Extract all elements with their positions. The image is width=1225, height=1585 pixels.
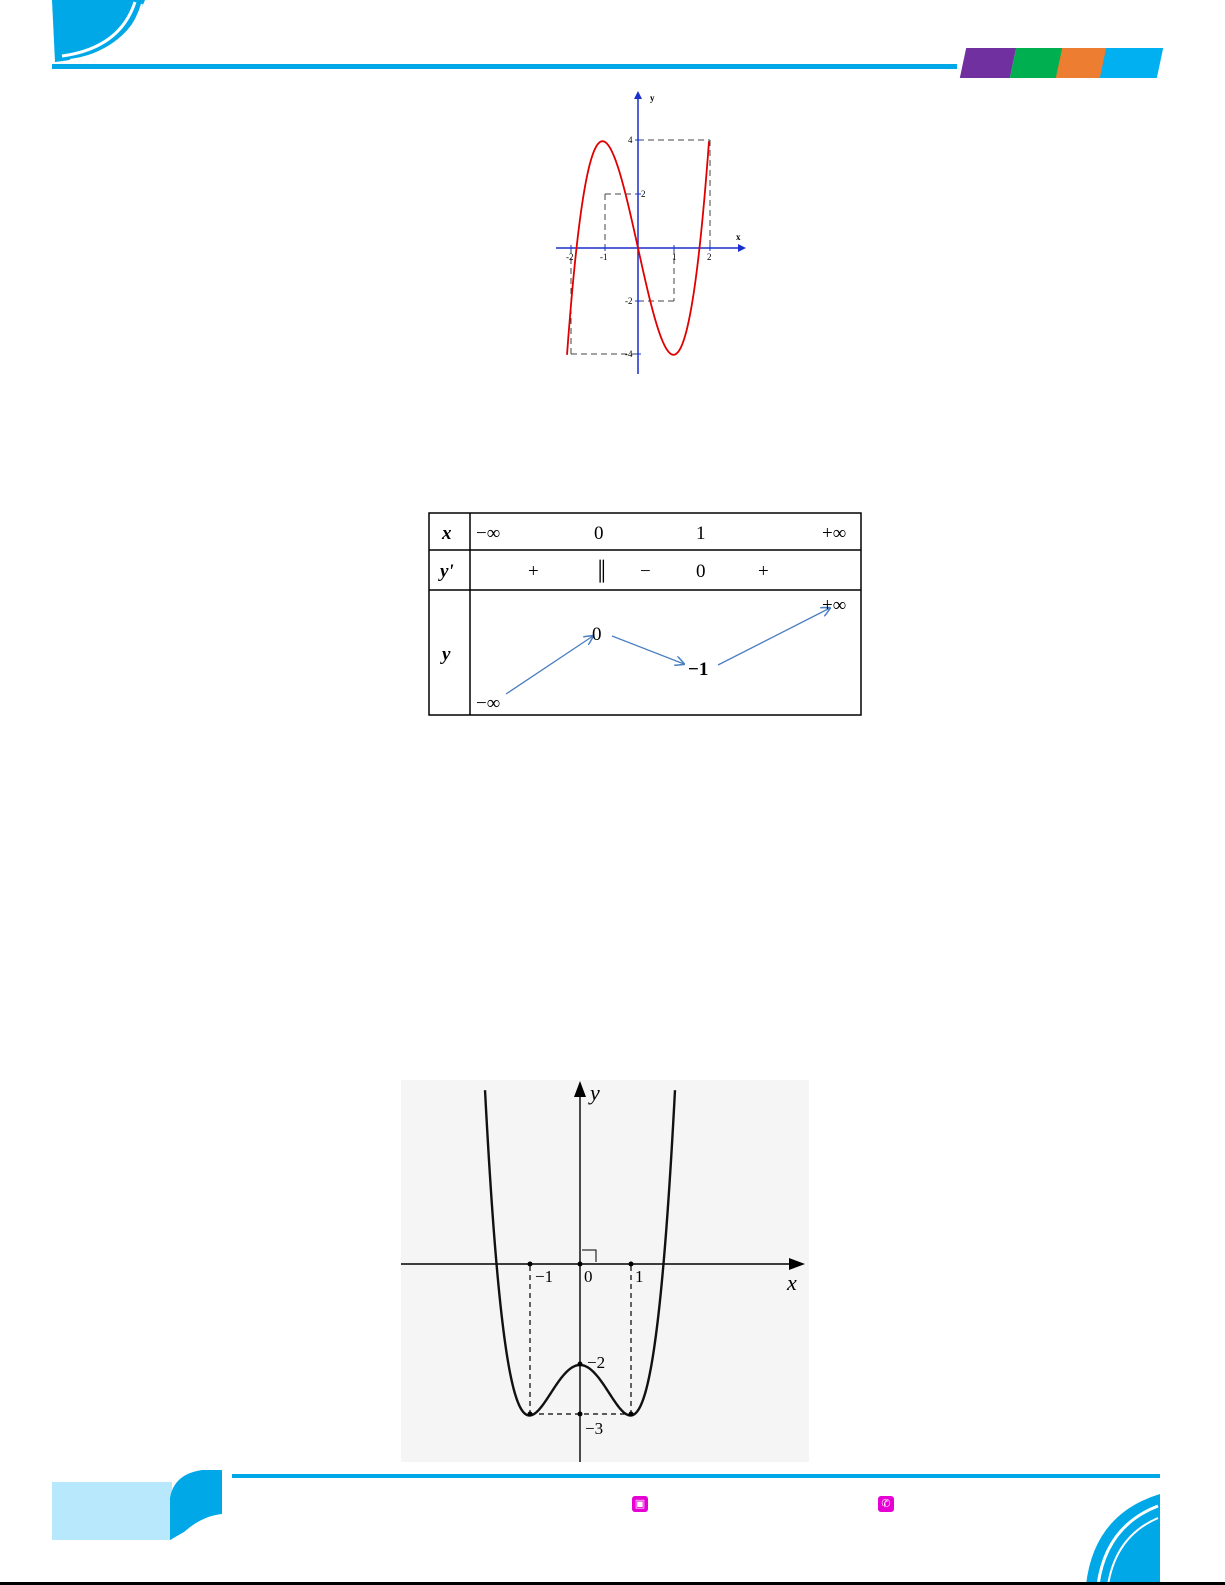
header	[0, 0, 1225, 90]
footer-corner-logo	[1082, 1490, 1162, 1585]
sign-minus: −	[640, 561, 651, 582]
y-value: −∞	[476, 693, 501, 714]
point	[578, 1412, 583, 1417]
point	[578, 1362, 583, 1367]
x-axis-label: x	[736, 232, 741, 242]
y-tick-label: 4	[628, 135, 633, 145]
x-axis-arrow	[738, 244, 746, 252]
y-tick-label: -2	[625, 296, 633, 306]
footer-book-logo	[52, 1468, 224, 1540]
point	[578, 1262, 583, 1267]
arrow-increase	[718, 608, 830, 665]
x-tick-label: 2	[707, 252, 712, 262]
sign-plus: +	[528, 561, 539, 582]
x-tick-label: -2	[566, 252, 574, 262]
point	[629, 1262, 634, 1267]
point	[629, 1412, 634, 1417]
phone-icon[interactable]: ✆	[878, 1496, 894, 1512]
y-tick-label: −3	[585, 1419, 604, 1438]
x-value: −∞	[476, 523, 501, 544]
y-value: 0	[592, 624, 602, 645]
header-rule	[52, 64, 957, 69]
x-value: +∞	[822, 523, 847, 544]
row-label-y-prime: y'	[440, 561, 454, 582]
sign-zero: 0	[696, 561, 706, 582]
x-axis-label: x	[787, 1270, 797, 1295]
footer	[0, 1460, 1225, 1585]
row-label-x: x	[442, 523, 452, 544]
y-tick-label: 2	[641, 189, 646, 199]
header-tab-purple	[960, 48, 1016, 78]
x-tick-label: -1	[600, 252, 608, 262]
undefined-mark: ║	[595, 561, 609, 582]
y-axis-label: y	[650, 93, 655, 103]
x-tick-label: 1	[672, 252, 677, 262]
point	[528, 1262, 533, 1267]
table-arrows	[506, 608, 830, 694]
y-value: −1	[688, 659, 709, 680]
figure-quartic-graph	[401, 1080, 809, 1462]
x-value: 1	[696, 523, 706, 544]
y-value: +∞	[822, 595, 847, 616]
variation-table	[428, 512, 862, 716]
sign-plus: +	[758, 561, 769, 582]
x-tick-label: 1	[635, 1267, 644, 1286]
arrow-increase	[506, 636, 593, 694]
y-tick-label: -4	[625, 349, 633, 359]
y-axis-label: y	[590, 1080, 600, 1105]
x-value: 0	[594, 523, 604, 544]
x-tick-label: −1	[535, 1267, 554, 1286]
x-tick-label: 0	[584, 1267, 593, 1286]
y-tick-label: −2	[587, 1353, 606, 1372]
row-label-y: y	[442, 644, 451, 665]
y-axis-arrow	[634, 91, 642, 99]
arrow-decrease	[612, 636, 684, 664]
header-tab-blue	[1100, 48, 1163, 78]
blog-icon[interactable]: ▣	[632, 1496, 648, 1512]
footer-rule	[232, 1474, 1160, 1478]
cubic-axes	[556, 94, 744, 374]
figure-cubic-graph	[548, 88, 758, 380]
point	[528, 1412, 533, 1417]
